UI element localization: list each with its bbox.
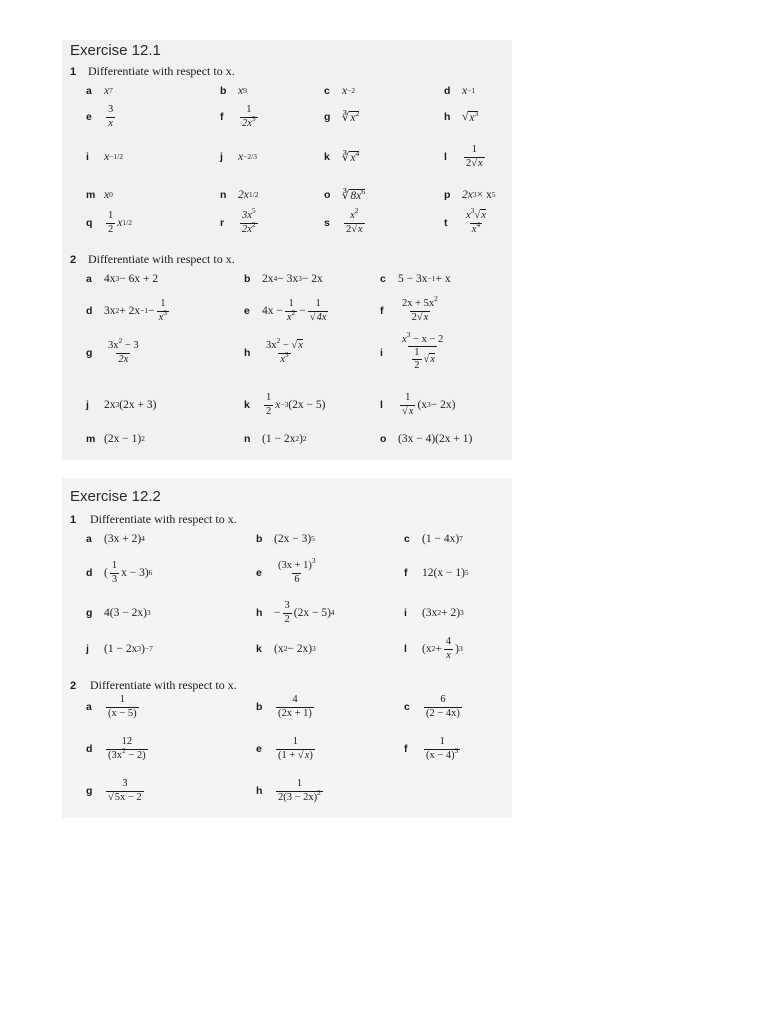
- exercise-item: [86, 692, 141, 722]
- math-expression: $\frac{3x^5}{2x^2}$: [242, 206, 256, 235]
- exercise-item: [380, 296, 442, 326]
- exercise-item: [86, 558, 152, 588]
- math-expression: 4x 3 − 6x + 2: [104, 273, 159, 285]
- exercise-item: [244, 296, 330, 326]
- exercise-item: [86, 634, 153, 664]
- math-expression: ∛ $8x^6$: [342, 186, 365, 202]
- item-label: l: [444, 151, 447, 163]
- math-expression: x −1/2: [104, 151, 123, 163]
- item-label: m: [86, 189, 96, 201]
- item-label: i: [404, 607, 407, 619]
- math-expression: − $\frac{3}{2}$ (2x − 5) 4: [274, 600, 335, 625]
- item-label: h: [244, 347, 251, 359]
- item-label: c: [380, 273, 386, 285]
- item-label: j: [86, 643, 89, 655]
- item-label: h: [256, 785, 263, 797]
- math-expression: 12(x − 1) 5: [422, 567, 469, 579]
- item-label: d: [86, 567, 93, 579]
- question-instruction: Differentiate with respect to x.: [88, 64, 235, 78]
- exercise-item: [324, 102, 359, 132]
- math-expression: (2x − 1) 2: [104, 433, 145, 445]
- item-label: a: [86, 701, 92, 713]
- math-expression: $\frac{1}{(x - 4)^3}$: [426, 736, 459, 761]
- exercise-item: [256, 776, 325, 806]
- item-label: d: [444, 85, 451, 97]
- math-expression: $\frac{12}{(3x^2 - 2)}$: [108, 736, 146, 761]
- exercise-item: [86, 264, 158, 294]
- question-instruction: Differentiate with respect to x.: [88, 252, 235, 266]
- item-label: k: [324, 151, 330, 163]
- item-label: s: [324, 217, 330, 229]
- math-expression: $\frac{1}{(x - 5)}$: [108, 694, 137, 719]
- item-label: c: [404, 533, 410, 545]
- item-label: b: [256, 533, 263, 545]
- exercise-item: [444, 102, 478, 132]
- math-expression: ∛ $x^2$: [342, 108, 360, 124]
- item-label: k: [256, 643, 262, 655]
- exercise-item: [404, 692, 464, 722]
- exercise-item: [86, 102, 117, 132]
- item-label: b: [220, 85, 227, 97]
- math-expression: $\frac{1}{2}$ x 1/2: [108, 210, 132, 235]
- math-expression: (1 − 4x) 7: [422, 533, 463, 545]
- exercise-item: [404, 558, 469, 588]
- math-expression: 2x 4 − 3x 3 − 2x: [262, 273, 323, 285]
- exercise-item: [86, 208, 132, 238]
- item-label: l: [380, 399, 383, 411]
- item-label: e: [244, 305, 250, 317]
- item-label: h: [444, 111, 451, 123]
- math-expression: $\frac{1}{2√x}$: [466, 144, 483, 169]
- question-instruction: Differentiate with respect to x.: [90, 512, 237, 526]
- math-expression: (x 2 − 2x) 3: [274, 643, 316, 655]
- exercise-item: [86, 142, 123, 172]
- math-expression: (x 2 + $\frac{4}{x}$ ) 3: [422, 636, 463, 661]
- math-expression: $\frac{(3x + 1)^3}{6}$: [278, 556, 316, 585]
- math-expression: 4x − $\frac{1}{x^2}$ − $\frac{1}{√4x}$: [262, 298, 327, 323]
- item-label: h: [256, 607, 263, 619]
- math-expression: $\frac{6}{(2 - 4x)}$: [426, 694, 460, 719]
- item-label: f: [220, 111, 224, 123]
- math-expression: (3x 2 + 2) 3: [422, 607, 464, 619]
- math-expression: x 9: [238, 85, 247, 97]
- item-label: a: [86, 533, 92, 545]
- item-label: r: [220, 217, 225, 229]
- math-expression: (1 − 2x 2 ) 2: [262, 433, 307, 445]
- exercise-item: [86, 776, 146, 806]
- exercise-item: [380, 424, 472, 454]
- item-label: c: [404, 701, 410, 713]
- exercise-item: [324, 142, 359, 172]
- item-label: m: [86, 433, 96, 445]
- item-label: e: [256, 743, 262, 755]
- exercise-item: [220, 208, 260, 238]
- exercise-item: [444, 142, 487, 172]
- item-label: q: [86, 217, 93, 229]
- exercise-title: Exercise 12.1: [70, 42, 161, 59]
- math-expression: $\frac{x^3√x}{x^4}$: [466, 206, 486, 235]
- exercise-item: [380, 264, 451, 294]
- item-label: k: [244, 399, 250, 411]
- question-number: 1: [70, 514, 77, 526]
- exercise-12-1-scan: [62, 40, 512, 460]
- item-label: g: [324, 111, 331, 123]
- exercise-item: [86, 390, 156, 420]
- exercise-item: [86, 598, 151, 628]
- math-expression: √ $x^3$: [462, 108, 479, 124]
- exercise-item: [324, 180, 365, 210]
- item-label: e: [256, 567, 262, 579]
- exercise-item: [404, 734, 462, 764]
- item-label: o: [324, 189, 331, 201]
- math-expression: (1 − 2x 3 ) −7: [104, 643, 153, 655]
- exercise-item: [404, 598, 464, 628]
- exercise-item: [244, 338, 307, 368]
- exercise-item: [380, 390, 455, 420]
- item-label: o: [380, 433, 387, 445]
- math-expression: 2x 3 (2x + 3): [104, 399, 157, 411]
- item-label: f: [404, 567, 408, 579]
- math-expression: (3x − 4)(2x + 1): [398, 433, 473, 445]
- question-number: 2: [70, 680, 77, 692]
- exercise-12-2-scan: [62, 478, 512, 818]
- math-expression: 2x 1/2: [238, 189, 259, 201]
- item-label: g: [86, 347, 93, 359]
- exercise-item: [86, 524, 145, 554]
- exercise-item: [256, 734, 317, 764]
- math-expression: $x^3 - x - 2$ $\frac{1}{2}$ √x: [402, 329, 444, 372]
- exercise-item: [220, 102, 260, 132]
- math-expression: $\frac{1}{2(3 - 2x)^2}$: [278, 778, 321, 803]
- item-label: a: [86, 85, 92, 97]
- math-expression: $\frac{1}{(1 + √x)}$: [278, 736, 313, 761]
- math-expression: ( $\frac{1}{3}$ x − 3) 6: [104, 560, 153, 585]
- item-label: t: [444, 217, 448, 229]
- item-label: n: [244, 433, 251, 445]
- exercise-item: [244, 424, 307, 454]
- math-expression: (2x − 3) 5: [274, 533, 315, 545]
- item-label: j: [220, 151, 223, 163]
- item-label: n: [220, 189, 227, 201]
- exercise-item: [256, 598, 335, 628]
- item-label: d: [86, 743, 93, 755]
- exercise-title: Exercise 12.2: [70, 488, 161, 505]
- item-label: b: [256, 701, 263, 713]
- item-label: e: [86, 111, 92, 123]
- item-label: l: [404, 643, 407, 655]
- math-expression: 2x 3 × x 5: [462, 189, 496, 201]
- math-expression: 3x 2 + 2x −1 − $\frac{1}{x^3}$: [104, 298, 168, 323]
- math-expression: (3x + 2) 4: [104, 533, 145, 545]
- item-label: b: [244, 273, 251, 285]
- math-expression: x 7: [104, 85, 113, 97]
- math-expression: $\frac{1}{√x}$ (x 3 − 2x): [402, 392, 456, 417]
- math-expression: $\frac{3x^2 - √x}{x^3}$: [266, 336, 303, 365]
- math-expression: 4(3 − 2x) 3: [104, 607, 151, 619]
- math-expression: $\frac{4}{(2x + 1)}$: [278, 694, 312, 719]
- item-label: i: [380, 347, 383, 359]
- exercise-item: [324, 208, 367, 238]
- question-number: 1: [70, 66, 77, 78]
- question-number: 2: [70, 254, 77, 266]
- item-label: f: [380, 305, 384, 317]
- exercise-item: [256, 524, 315, 554]
- exercise-item: [256, 558, 320, 588]
- item-label: a: [86, 273, 92, 285]
- item-label: g: [86, 785, 93, 797]
- exercise-item: [86, 296, 171, 326]
- item-label: f: [404, 743, 408, 755]
- math-expression: x −2: [342, 85, 356, 97]
- exercise-item: [220, 142, 257, 172]
- math-expression: ∛ $x^4$: [342, 148, 360, 164]
- exercise-item: [86, 424, 145, 454]
- math-expression: 5 − 3x −1 + x: [398, 273, 451, 285]
- question-instruction: Differentiate with respect to x.: [90, 678, 237, 692]
- math-expression: $\frac{1}{2}$ x −3 (2x − 5): [266, 392, 326, 417]
- item-label: j: [86, 399, 89, 411]
- exercise-item: [256, 692, 316, 722]
- exercise-item: [256, 634, 316, 664]
- math-expression: $\frac{3x^2 - 3}{2x}$: [108, 336, 139, 365]
- exercise-item: [86, 180, 113, 210]
- item-label: p: [444, 189, 451, 201]
- item-label: i: [86, 151, 89, 163]
- math-expression: $\frac{1}{2x^5}$: [242, 104, 256, 129]
- math-expression: $\frac{x^2}{2√x}$: [346, 206, 363, 235]
- math-expression: $\frac{3}{x}$: [108, 104, 114, 129]
- exercise-item: [380, 329, 447, 372]
- exercise-item: [444, 208, 490, 238]
- exercise-item: [244, 264, 323, 294]
- math-expression: $\frac{3}{√5x - 2}$: [108, 778, 142, 803]
- math-expression: x 0: [104, 189, 113, 201]
- math-expression: x −1: [462, 85, 476, 97]
- exercise-item: [86, 734, 150, 764]
- item-label: d: [86, 305, 93, 317]
- math-expression: $\frac{2x + 5x^2}{2√x}$: [402, 294, 438, 323]
- math-expression: x −2/3: [238, 151, 257, 163]
- item-label: g: [86, 607, 93, 619]
- exercise-item: [244, 390, 326, 420]
- exercise-item: [404, 524, 463, 554]
- exercise-item: [404, 634, 463, 664]
- item-label: c: [324, 85, 330, 97]
- exercise-item: [86, 338, 143, 368]
